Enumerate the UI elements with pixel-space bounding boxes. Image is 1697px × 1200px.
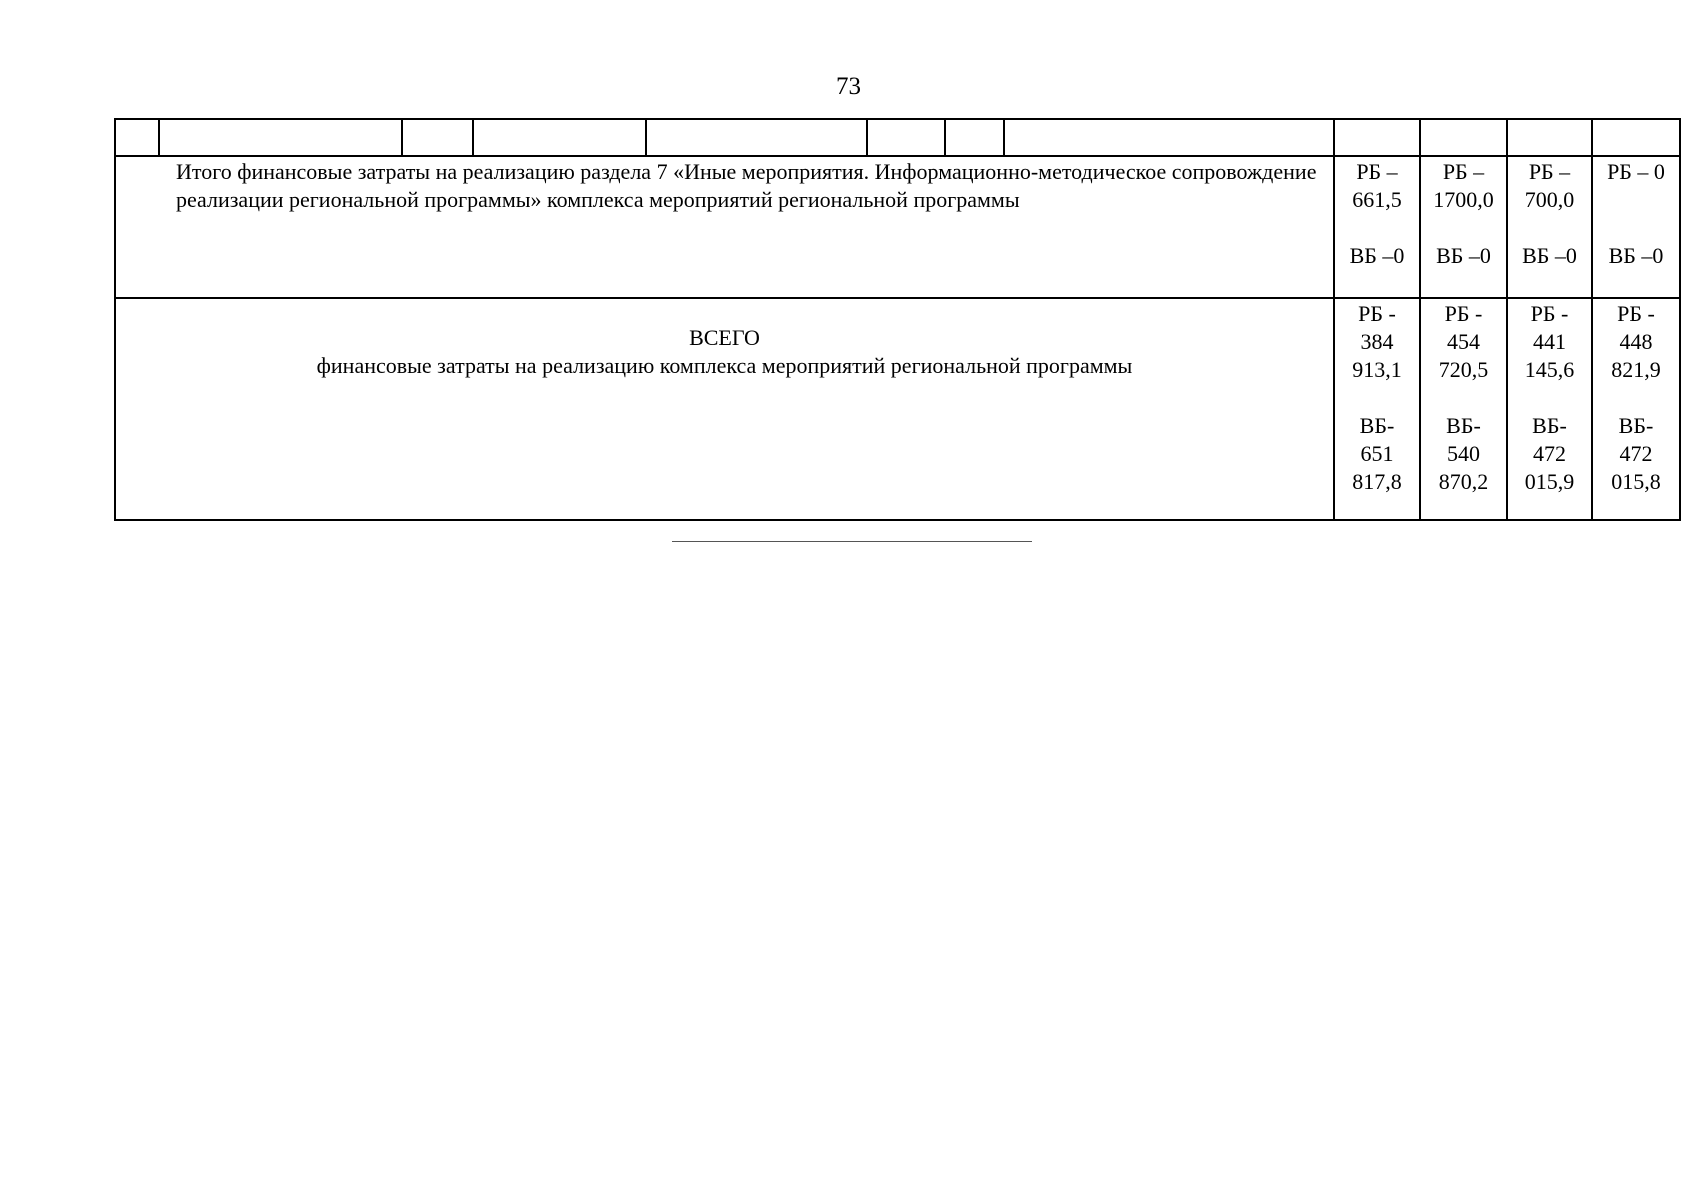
grand-total-heading: ВСЕГО <box>689 325 760 350</box>
regional-budget-value: РБ – 1700,0 <box>1433 159 1494 212</box>
header-cell <box>1334 119 1420 156</box>
header-cell <box>945 119 1004 156</box>
year-value-cell <box>1334 156 1420 298</box>
regional-budget-value: РБ - 384 913,1 <box>1352 301 1402 382</box>
header-cell <box>159 119 402 156</box>
header-cell <box>1420 119 1507 156</box>
off-budget-value: ВБ –0 <box>1349 243 1405 268</box>
end-of-document-rule <box>672 541 1032 542</box>
year-value-cell <box>1507 298 1592 520</box>
off-budget-value: ВБ –0 <box>1522 243 1577 268</box>
regional-budget-value: РБ – 700,0 <box>1524 159 1575 212</box>
section7-total-row <box>115 156 1680 298</box>
regional-budget-value: РБ - 448 821,9 <box>1611 301 1661 382</box>
regional-budget-value: РБ - 441 145,6 <box>1524 301 1575 382</box>
table-header-row <box>115 119 1680 156</box>
year-value-cell <box>1420 298 1507 520</box>
header-cell <box>115 119 159 156</box>
off-budget-value: ВБ- 651 817,8 <box>1352 413 1402 494</box>
header-cell <box>1507 119 1592 156</box>
financial-costs-table <box>114 118 1681 521</box>
header-cell <box>1004 119 1334 156</box>
year-value-cell <box>1592 156 1680 298</box>
header-cell <box>646 119 867 156</box>
regional-budget-value: РБ – 661,5 <box>1352 159 1402 212</box>
header-cell <box>1592 119 1680 156</box>
header-cell <box>473 119 646 156</box>
year-value-cell <box>1592 298 1680 520</box>
grand-total-label <box>115 298 1334 520</box>
year-value-cell <box>1507 156 1592 298</box>
off-budget-value: ВБ- 472 015,8 <box>1611 413 1661 494</box>
off-budget-value: ВБ –0 <box>1608 243 1664 268</box>
year-value-cell <box>1334 298 1420 520</box>
header-cell <box>867 119 945 156</box>
off-budget-value: ВБ- 540 870,2 <box>1438 413 1489 494</box>
regional-budget-value: РБ – 0 <box>1607 159 1665 184</box>
header-cell <box>402 119 473 156</box>
grand-total-row <box>115 298 1680 520</box>
section7-total-label: Итого финансовые затраты на реализацию раздела 7 «Иные мероприятия. Информационно-методическое сопровождение реализации региональной программы» комплекса мероприятий региональной программы <box>115 156 1334 298</box>
page-number: 73 <box>836 73 861 100</box>
year-value-cell <box>1420 156 1507 298</box>
grand-total-description: финансовые затраты на реализацию комплекса мероприятий региональной программы <box>316 353 1133 378</box>
off-budget-value: ВБ –0 <box>1436 243 1491 268</box>
off-budget-value: ВБ- 472 015,9 <box>1524 413 1575 494</box>
regional-budget-value: РБ - 454 720,5 <box>1438 301 1489 382</box>
